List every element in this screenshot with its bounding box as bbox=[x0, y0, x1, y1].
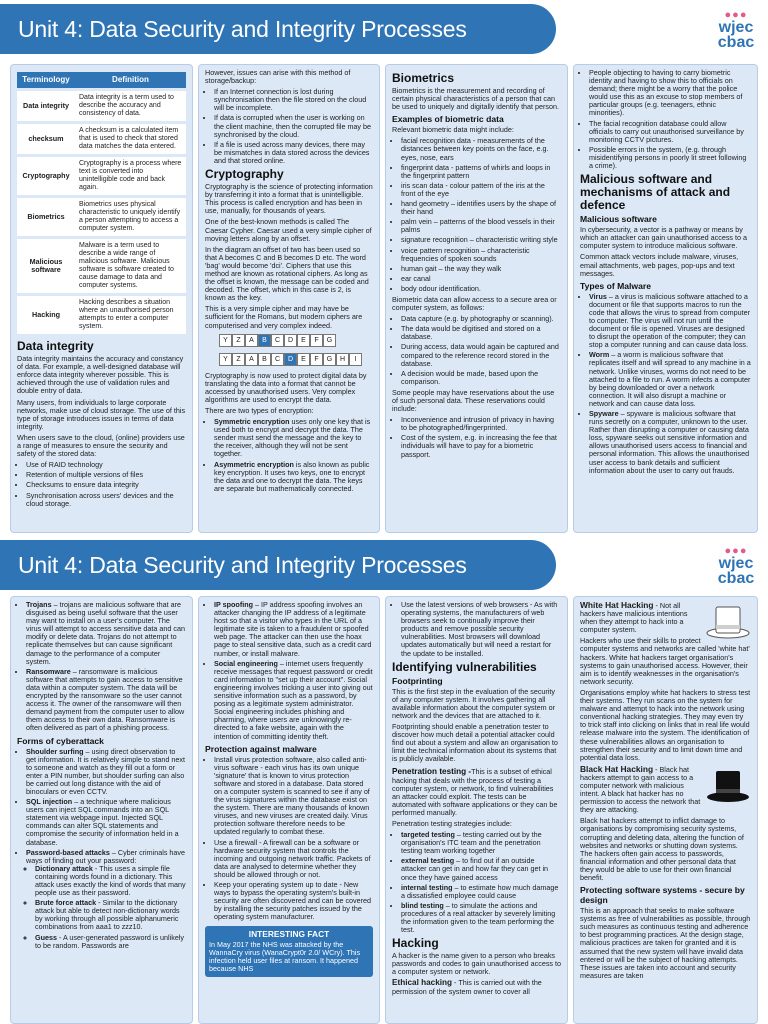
cipher-letter: F bbox=[310, 353, 323, 366]
list-item bbox=[214, 461, 373, 493]
paragraph: Biometric data can allow access to a secure area or computer system, as follows: bbox=[392, 294, 557, 313]
bold-term: Dictionary attack bbox=[35, 863, 93, 873]
paragraph: This is a very simple cipher and may have be sufficient for the Romans, but modern ciphers are computerised and very complex indeed. bbox=[205, 304, 363, 330]
table-header-terminology: Terminology bbox=[17, 72, 75, 88]
logo-line2: cbac bbox=[717, 34, 755, 51]
paragraph: In the diagram an offset of two has been used so that A becomes C and B becomes D etc. The word 'bag' would become 'dci'. Ciphers that use this method are known as rotational ciphers. As long as the offset is known, the message can be coded and decoded. The offset, which in this case is 2, is known as the key. bbox=[205, 244, 369, 303]
item-text: - A user-generated password is unlikely to be random. Passwords are bbox=[35, 932, 185, 950]
definition-cell: Hacking describes a situation where an unauthorised person attempts to enter a computer system. bbox=[75, 296, 186, 334]
bold-term: Guess bbox=[35, 932, 57, 942]
item-text: – to find out if an outside attacker can get in and how far they can get in once they have gained access bbox=[401, 856, 549, 882]
cipher-letter: I bbox=[349, 353, 362, 366]
cipher-letter: Z bbox=[232, 353, 245, 366]
definition-cell: Malware is a term used to describe a wide range of malicious software. Malicious software is software created to cause damage to data and computer systems. bbox=[75, 239, 186, 293]
cipher-letter: C bbox=[271, 353, 284, 366]
cipher-row-shifted bbox=[219, 353, 373, 366]
paragraph: One of the best-known methods is called The Caesar Cypher. Caesar used a very simple cipher of moving letters along by an offset. bbox=[205, 217, 372, 243]
terminology-table bbox=[17, 69, 186, 337]
nested-bullet-list bbox=[26, 865, 186, 950]
definition-cell: Biometrics uses physical characteristic to uniquely identify a person attempting to access a computer system. bbox=[75, 198, 186, 236]
cipher-letter: Y bbox=[219, 353, 232, 366]
heading-hacking: Hacking bbox=[392, 936, 439, 951]
list-item bbox=[26, 748, 186, 797]
bold-term: Password-based attacks bbox=[26, 847, 110, 857]
panel-terminology bbox=[10, 64, 193, 533]
item-text: - This uses a simple file containing words found in a dictionary. This attack uses exactly the kind of words that many people use as their password. bbox=[35, 863, 186, 898]
cipher-letter: H bbox=[336, 353, 349, 366]
cipher-letter: E bbox=[297, 334, 310, 347]
paragraph: Hackers who use their skills to protect computer systems and networks are called 'white hat' hackers. White hat hackers target organisation's systems to gain unauthorised access. However, their aim is to identify weaknesses in the organisation's network security. bbox=[580, 636, 750, 686]
item-text: uses only one key that is used both to encrypt and decrypt the data. The sender must send the message and the key to the receiver, although they will not be sent together. bbox=[214, 417, 371, 459]
list-item: • Retention of multiple versions of files bbox=[26, 471, 186, 479]
item-text: is also known as public key encryption. It uses two keys, one to encrypt the data and one to decrypt the data. The keys are separate but mathematically connected. bbox=[214, 459, 370, 493]
item-text: – IP address spoofing involves an attacker changing the IP address of a legitimate host so that a visitor who types in the URL of a legitimate site is taken to a fraudulent or spoofed web page. The attacker can then use the hoax page to steal sensitive data, such as a credit card number, or install malware. bbox=[214, 600, 372, 658]
table-row bbox=[17, 296, 186, 334]
bullet-list bbox=[392, 831, 561, 934]
list-item bbox=[35, 899, 186, 931]
bullet-list bbox=[205, 88, 373, 165]
bullet-list bbox=[17, 748, 186, 950]
list-item: • The facial recognition database could allow officials to carry out unauthorised surveillance by monitoring CCTV pictures. bbox=[589, 120, 751, 144]
bold-term: Shoulder surfing bbox=[26, 746, 84, 756]
item-text: – using direct observation to get information. It is relatively simple to stand next to someone and watch as they fill out a form or enter a PIN number, but shoulder surfing can also be carried out long distance with the aid of binoculars or even CCTV. bbox=[26, 746, 185, 796]
list-item bbox=[26, 668, 186, 733]
bold-term: Virus bbox=[589, 291, 607, 301]
page-title: Unit 4: Data Security and Integrity Processes bbox=[0, 540, 556, 590]
term-cell: Hacking bbox=[17, 296, 75, 334]
paragraph: This is the first step in the evaluation of the security of any computer system. It involves gathering all available information about the computer system or network and the devices that are attached to it. bbox=[392, 686, 555, 720]
caesar-cipher-diagram bbox=[205, 334, 373, 366]
cipher-row-plain bbox=[219, 334, 373, 347]
paragraph: A hacker is the name given to a person who breaks passwords and codes to gain unauthorised access to a computer system or network. bbox=[392, 951, 562, 977]
item-text: - Not all hackers have malicious intentions when they attempt to hack into a computer system. bbox=[580, 601, 688, 635]
cipher-letter: A bbox=[245, 334, 258, 347]
bold-term: Black Hat Hacking bbox=[580, 763, 654, 774]
table-row bbox=[17, 124, 186, 154]
table-header-definition: Definition bbox=[75, 72, 186, 88]
bold-term: Ransomware bbox=[26, 666, 71, 676]
list-item: • Checksums to ensure data integrity bbox=[26, 481, 186, 489]
heading-malicious: Malicious software and mechanisms of attack and defence bbox=[580, 172, 731, 213]
bold-term: internal testing bbox=[401, 882, 453, 892]
item-text: - Black hat hackers attempt to gain access to a computer network with malicious intent. A black hat hacker has no permission to access the network that they are attacking. bbox=[580, 764, 701, 815]
item-text: This is a subset of ethical hacking that deals with the process of testing a computer system, or network, to find vulnerabilities an attacker could exploit. The tests can be automated with software applications or they can be performed manually. bbox=[392, 766, 558, 817]
list-item: • body odour identification. bbox=[401, 285, 561, 293]
bullet-list bbox=[205, 418, 373, 493]
bold-term: Spyware bbox=[589, 409, 619, 418]
list-item: • The data would be digitised and stored on a database. bbox=[401, 325, 561, 341]
paragraph: However, issues can arise with this method of storage/backup: bbox=[205, 68, 351, 86]
item-text: – to estimate how much damage a dissatisfied employee could cause bbox=[401, 882, 559, 900]
cipher-letter: D bbox=[284, 334, 297, 347]
cipher-letter: B bbox=[258, 334, 271, 347]
bold-term: Trojans bbox=[26, 600, 52, 609]
paragraph: In cybersecurity, a vector is a pathway or means by which an attacker can gain unauthorised access to a computer system to introduce malicious software. bbox=[580, 225, 748, 251]
list-item: • Install virus protection software, also called anti-virus software - each virus has its own unique 'signature' that is known to virus protection software and stored in a database. Data stored on a computer system is scanned to see if any of the virus signatures within the database exist on the system. There are many thousands of known viruses, and new viruses are created daily. Virus protection software therefore needs to be updated regularly to combat these. bbox=[214, 756, 373, 837]
bullet-list bbox=[205, 601, 373, 741]
bold-term: external testing bbox=[401, 856, 455, 866]
white-hat-icon bbox=[705, 601, 751, 639]
paragraph bbox=[392, 767, 561, 817]
item-text: – Cyber criminals have ways of finding out your password: bbox=[26, 847, 186, 865]
cipher-letter: A bbox=[245, 353, 258, 366]
heading-identifying-vulnerabilities: Identifying vulnerabilities bbox=[392, 659, 537, 674]
list-item bbox=[589, 351, 751, 408]
list-item: • If an Internet connection is lost during synchronisation then the file stored on the cloud will be incomplete. bbox=[214, 88, 373, 112]
heading-biometrics: Biometrics bbox=[392, 71, 455, 85]
fact-title: INTERESTING FACT bbox=[248, 929, 330, 940]
term-cell: Cryptography bbox=[17, 157, 75, 195]
bold-term: White Hat Hacking bbox=[580, 600, 654, 610]
bold-term: Worm bbox=[589, 350, 610, 360]
list-item bbox=[401, 884, 561, 900]
bold-term: SQL injection bbox=[26, 797, 73, 807]
paragraph: This is an approach that seeks to make software systems as free of vulnerabilities as possible, through such measures as continuous testing and adherence to best programming practices. At the design stage, malicious practices are taken for granted and it is assumed that the new system will have invalid data entered or will be the subject of hacking attempts. These issues are taken into account and security measures are taken bbox=[580, 906, 751, 980]
cipher-letter: B bbox=[258, 353, 271, 366]
panel-protection bbox=[198, 596, 380, 1024]
list-item bbox=[214, 418, 373, 458]
panel-vulnerabilities bbox=[385, 596, 568, 1024]
table-row bbox=[17, 157, 186, 195]
bullet-list bbox=[580, 69, 751, 170]
heading-cryptography: Cryptography bbox=[205, 167, 284, 182]
item-text: – a virus is malicious software attached to a document or file that supports macros to run the code that allows the virus to spread from computer to computer. The virus will not run until the document or file is opened. Viruses are designed to disrupt the operation of the computer; they can stop a computer running and can cause data loss. bbox=[589, 291, 750, 350]
list-item: • If a file is used across many devices, there may be mismatches in data stored across the devices and that stored online. bbox=[214, 141, 373, 165]
black-hat-icon bbox=[705, 765, 751, 803]
list-item: • Synchronisation across users' devices and the cloud storage. bbox=[26, 492, 186, 508]
paragraph: Relevant biometric data might include: bbox=[392, 125, 514, 135]
list-item: • iris scan data - colour pattern of the iris at the front of the eye bbox=[401, 182, 561, 198]
paragraph: Cryptography is now used to protect digital data by translating the data into a format that cannot be accessed by unauthorised users. Very complex algorithms are used to encrypt the data. bbox=[205, 370, 367, 404]
item-text: – to simulate the actions and procedures of a real attacker by severely limiting the information given to the team performing the test. bbox=[401, 900, 556, 935]
bullet-list bbox=[17, 601, 186, 733]
definition-cell: A checksum is a calculated item that is used to check that stored data matches the data entered. bbox=[75, 124, 186, 154]
bold-term: targeted testing bbox=[401, 830, 455, 840]
wjec-logo bbox=[706, 10, 766, 50]
bullet-list bbox=[392, 137, 561, 293]
list-item: • voice pattern recognition – characteristic frequencies of spoken sounds bbox=[401, 247, 561, 263]
interesting-fact-box bbox=[205, 926, 373, 976]
cipher-letter: F bbox=[310, 334, 323, 347]
bold-term: IP spoofing bbox=[214, 600, 253, 609]
logo-line2: cbac bbox=[717, 570, 755, 587]
list-item: • Cost of the system, e.g. in increasing the fee that individuals will have to pay for a biometric passport. bbox=[401, 434, 561, 458]
wjec-logo bbox=[706, 546, 766, 586]
term-cell: checksum bbox=[17, 124, 75, 154]
cipher-letter: D bbox=[284, 353, 297, 366]
heading-protection-malware: Protection against malware bbox=[205, 743, 317, 754]
list-item bbox=[401, 857, 561, 881]
bold-term: Penetration testing - bbox=[392, 766, 472, 776]
paragraph: Footprinting should enable a penetration tester to discover how much detail a potential attacker could find out about a system and allow an organisation to limit the technical information about its systems that is publicly available. bbox=[392, 722, 558, 764]
cipher-letter: Z bbox=[232, 334, 245, 347]
paragraph: There are two types of encryption: bbox=[205, 406, 314, 415]
bold-term: Asymmetric encryption bbox=[214, 459, 294, 469]
term-cell: Data integrity bbox=[17, 91, 75, 121]
logo-dots-icon: ●●● bbox=[724, 9, 748, 21]
paragraph: Biometrics is the measurement and recording of certain physical characteristics of a person that can be used to uniquely and digitally identify that person. bbox=[392, 86, 560, 112]
bullet-list bbox=[392, 315, 561, 386]
panel-hackers bbox=[573, 596, 758, 1024]
list-item bbox=[401, 831, 561, 855]
bold-term: Symmetric encryption bbox=[214, 417, 290, 427]
bullet-list bbox=[205, 756, 373, 922]
definition-cell: Cryptography is a process where text is converted into unintelligible code and back again. bbox=[75, 157, 186, 195]
table-row bbox=[17, 91, 186, 121]
bullet-list bbox=[580, 293, 751, 475]
bold-term: Brute force attack bbox=[35, 898, 97, 908]
list-item: • Use of RAID technology bbox=[26, 461, 186, 469]
cipher-letter: C bbox=[271, 334, 284, 347]
table-row bbox=[17, 239, 186, 293]
logo-line1: wjec bbox=[718, 19, 754, 36]
paragraph: Black hat hackers attempt to inflict damage to organisations by compromising security systems, corrupting and deleting data, altering the function of websites and networks or shutting down systems. The hackers often gain access to passwords, financial information and other personal data that they would be able to use for their own financial benefit. bbox=[580, 816, 744, 882]
table-row bbox=[17, 198, 186, 236]
heading-malicious-software: Malicious software bbox=[580, 214, 657, 225]
list-item: • Possible errors in the system, (e.g. through misidentifying persons in poorly lit street following a crime). bbox=[589, 146, 751, 170]
list-item bbox=[401, 902, 561, 934]
list-item bbox=[35, 865, 186, 897]
panel-malware bbox=[573, 64, 758, 533]
paragraph: Some people may have reservations about the use of such personal data. These reservations could include: bbox=[392, 387, 555, 414]
logo-line1: wjec bbox=[718, 555, 754, 572]
fact-text: In May 2017 the NHS was attacked by the WannaCry virus (WanaCrypt0r 2.0/ WCry). This infection held user files at ransom. It happened because NHS bbox=[209, 939, 361, 973]
bullet-list bbox=[392, 601, 561, 658]
cipher-letter: Y bbox=[219, 334, 232, 347]
panel-malware-types bbox=[10, 596, 193, 1024]
item-text: – trojans are malicious software that are disguised as being useful software that the user may want to install on a user's computer. The virus will attempt to access sensitive data and can modify or delete data. Trojans do not attempt to replicate themselves but can cause significant damage to the performance of a computer system. bbox=[26, 600, 185, 666]
bold-term: Social engineering bbox=[214, 658, 278, 668]
list-item: • Use the latest versions of web browsers - As with operating systems, the manufacturers of web browsers seek to continually improve their products and remove possible security vulnerabilities. Most browsers will download updates automatically but will need a restart for the update to be installed. bbox=[401, 601, 561, 658]
term-cell: Biometrics bbox=[17, 198, 75, 236]
list-item: • palm vein – patterns of the blood vessels in their palms bbox=[401, 218, 561, 234]
paragraph: Data integrity maintains the accuracy and constancy of data. For example, a well-designed database will enforce data integrity wherever possible. This is achieved through the use of validation rules and double entry of data. bbox=[17, 354, 184, 396]
heading-protecting-software: Protecting software systems - secure by design bbox=[580, 885, 745, 906]
cipher-letter: E bbox=[297, 353, 310, 366]
paragraph: Penetration testing strategies include: bbox=[392, 818, 512, 828]
page-title: Unit 4: Data Security and Integrity Processes bbox=[0, 4, 556, 54]
list-item bbox=[26, 601, 186, 666]
bold-term: Ethical hacking bbox=[392, 978, 453, 988]
item-text: - This is carried out with the permission of the system owner to cover all bbox=[392, 978, 542, 996]
list-item: • Inconvenience and intrusion of privacy in having to be photographed/fingerprinted. bbox=[401, 416, 561, 432]
list-item: • ear canal bbox=[401, 275, 561, 283]
paragraph: Many users, from individuals to large corporate networks, make use of cloud storage. The use of this type of storage introduces issues in terms of data integrity. bbox=[17, 397, 186, 431]
list-item: • facial recognition data - measurements of the distances between key points on the face, e.g. eyes, nose, ears bbox=[401, 137, 561, 161]
list-item: • During access, data would again be captured and compared to the reference record stored in the database. bbox=[401, 343, 561, 367]
list-item bbox=[589, 410, 751, 475]
list-item: • If data is corrupted when the user is working on the client machine, then the corrupted file may be synchronised by the cloud. bbox=[214, 114, 373, 138]
paragraph bbox=[392, 979, 561, 995]
heading-footprinting: Footprinting bbox=[392, 675, 443, 686]
list-item: • fingerprint data - patterns of whirls and loops in the fingerprint pattern bbox=[401, 164, 561, 180]
paragraph: Cryptography is the science of protecting information by transferring it into a format that is unintelligible. This process is called encryption and has been in use, manually, for thousands of years. bbox=[205, 182, 373, 216]
heading-data-integrity: Data integrity bbox=[17, 339, 94, 354]
definition-cell: Data integrity is a term used to describe the accuracy and consistency of data. bbox=[75, 91, 186, 121]
list-item: • Data capture (e.g. by photography or scanning). bbox=[401, 315, 561, 323]
bold-term: blind testing bbox=[401, 900, 444, 910]
paragraph: When users save to the cloud, (online) providers use a range of measures to ensure the security and safety of the stored data: bbox=[17, 432, 185, 459]
list-item: • Keep your operating system up to date - New ways to bypass the operating system's built-in security are often discovered and can be covered by installing the security patches issued by the operating system manufacturer. bbox=[214, 881, 373, 921]
list-item bbox=[26, 798, 186, 847]
panel-cryptography bbox=[198, 64, 380, 533]
paragraph: Common attack vectors include malware, viruses, email attachments, web pages, pop-ups and text messages. bbox=[580, 252, 739, 278]
item-text: – a technique where malicious users can inject SQL commands into an SQL statement via webpage input. Injected SQL commands can alter SQL statements and compromise the security of information held in a database. bbox=[26, 797, 179, 847]
list-item: • hand geometry – identifies users by the shape of their hand bbox=[401, 200, 561, 216]
list-item bbox=[589, 293, 751, 350]
panel-biometrics bbox=[385, 64, 568, 533]
cipher-letter: G bbox=[323, 353, 336, 366]
list-item: • signature recognition – characteristic writing style bbox=[401, 236, 561, 244]
list-item bbox=[214, 660, 373, 741]
bullet-list bbox=[17, 461, 186, 507]
item-text: – internet users frequently receive messages that request password or credit card information to "set up their account". Social engineering involves tricking a user into giving out sensitive information such as a password, by posing as a legitimate system administrator. Social engineering includes phishing and pharming, where users are unknowingly re-directed to a fake website, again with the intention of committing identity theft. bbox=[214, 658, 373, 741]
item-text: – spyware is malicious software that runs secretly on a computer, unknown to the user. Rather than disrupting a computer or causing data loss, spyware seeks out sensitive information and allows unauthorised users access to financial and personal information. This allows the unauthorised user access to bank details and sufficient information about the user to carry out frauds. bbox=[589, 409, 750, 475]
item-text: - Similar to the dictionary attack but able to detect non-dictionary words by working through all possible alphanumeric combinations from aaa1 to zzz10. bbox=[35, 898, 180, 932]
cipher-letter: G bbox=[323, 334, 336, 347]
list-item bbox=[35, 934, 186, 950]
paragraph: Organisations employ white hat hackers to stress test their systems. They run scans on the system for malware and attempt to hack into the network using conventional hacking strategies. They may even try to trick staff into clicking on links that in real life would release malware into the system. The identification of these vulnerabilities allows an organisation to strengthen their security and to limit down time and potential data loss. bbox=[580, 687, 751, 762]
list-item: • human gait – the way they walk bbox=[401, 265, 561, 273]
heading-examples: Examples of biometric data bbox=[392, 114, 504, 125]
heading-forms-cyberattack: Forms of cyberattack bbox=[17, 735, 104, 746]
heading-types-malware: Types of Malware bbox=[580, 280, 651, 291]
list-item bbox=[26, 849, 186, 950]
logo-dots-icon: ●●● bbox=[724, 545, 748, 557]
list-item bbox=[214, 601, 373, 658]
list-item: • Use a firewall - A firewall can be a software or hardware security system that controls the incoming and outgoing network traffic. Packets of data are analysed to determine whether they should be allowed through or not. bbox=[214, 839, 373, 879]
item-text: – testing carried out by the organisation's ITC team and the penetration testing team working together bbox=[401, 830, 542, 856]
bullet-list bbox=[392, 416, 561, 458]
item-text: – a worm is malicious software that replicates itself and will spread to any machine in a network. Unlike viruses, worms do not need to be attached to a file to run. A worm infects a computer by being downloaded or over a network connection. It will also disrupt a machine or network and can cause data loss. bbox=[589, 350, 751, 408]
list-item: • People objecting to having to carry biometric identity and having to show this to officials on demand; there might be a worry that the police would use this as an excuse to stop members of particular groups (e.g. teenagers, ethnic minorities). bbox=[589, 69, 751, 118]
item-text: – ransomware is malicious software that attempts to gain access to sensitive data within a computer system. The data will be encrypted by the ransomware so the user cannot access it. The owner of the ransomware will then demand payment from the computer user to allow them access to their own data. Ransomware is often delivered as part of a phishing process. bbox=[26, 666, 185, 733]
term-cell: Malicious software bbox=[17, 239, 75, 293]
list-item: • A decision would be made, based upon the comparison. bbox=[401, 370, 561, 386]
